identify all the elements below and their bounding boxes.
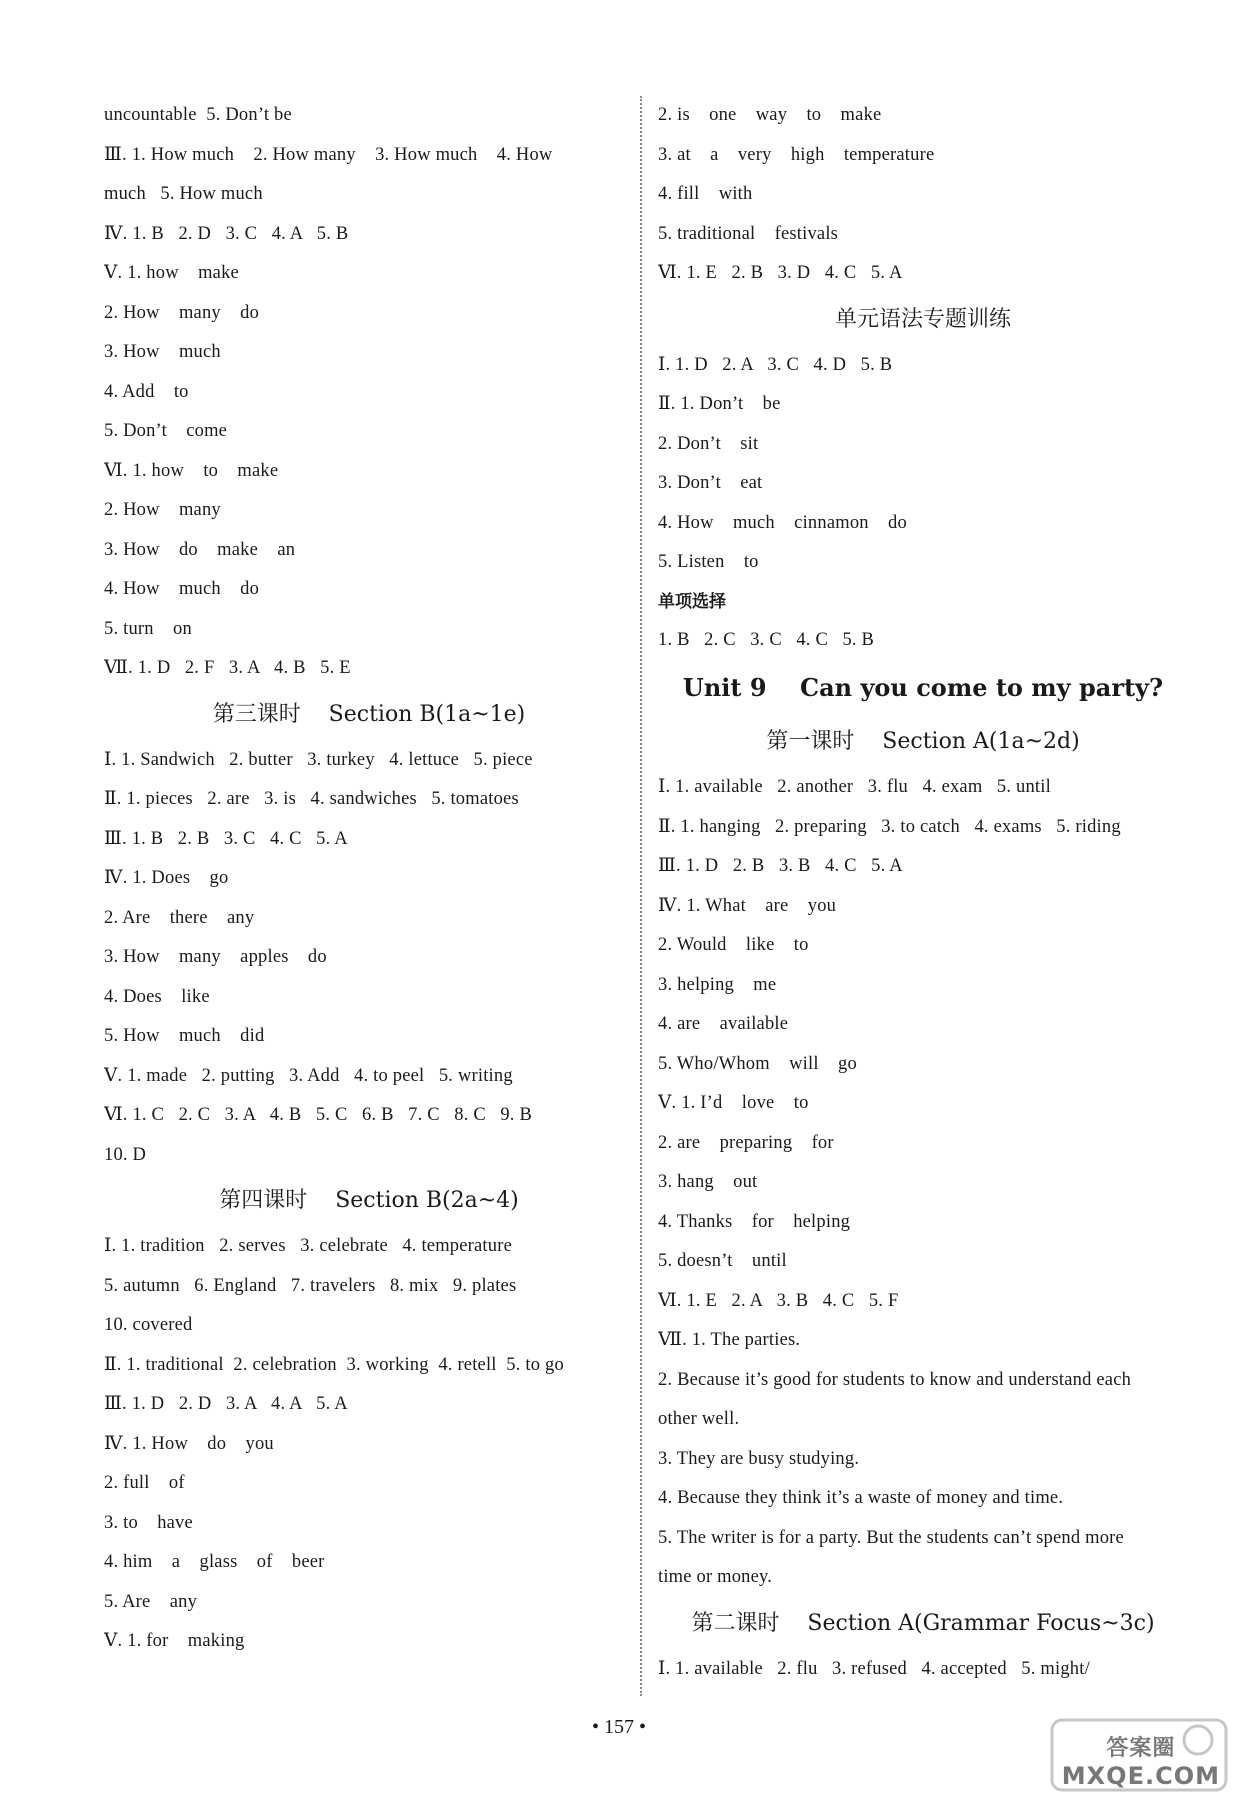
- answer-line: 3. helping me: [658, 974, 777, 995]
- section-heading: 第一课时 Section A(1a~2d): [766, 729, 1080, 754]
- answer-line: 5. doesn’t until: [658, 1251, 787, 1271]
- answer-line: 2. is one way to make: [658, 105, 882, 125]
- answer-line: uncountable 5. Don’t be: [104, 105, 292, 125]
- section-heading: 单元语法专题训练: [834, 306, 1011, 332]
- answer-line: 1. B 2. C 3. C 4. C 5. B: [658, 629, 875, 650]
- subsection-label: 单项选择: [658, 591, 726, 612]
- answer-line: Ⅱ. 1. hanging 2. preparing 3. to catch 4. exams 5. riding: [658, 816, 1121, 837]
- answer-line: 10. D: [104, 1144, 147, 1165]
- unit-title: Unit 9 Can you come to my party?: [682, 673, 1164, 702]
- column-divider: [640, 96, 642, 1696]
- section-heading: 第二课时 Section A(Grammar Focus~3c): [691, 1610, 1155, 1636]
- answer-line: Ⅳ. 1. B 2. D 3. C 4. A 5. B: [104, 223, 349, 244]
- answer-line: 3. at a very high temperature: [658, 144, 935, 165]
- answer-line: 2. Because it’s good for students to know and understand each: [658, 1369, 1132, 1390]
- answer-line: Ⅵ. 1. E 2. B 3. D 4. C 5. A: [658, 263, 903, 283]
- watermark-text: [1062, 1731, 1220, 1790]
- answer-line: 5. Don’t come: [104, 421, 228, 441]
- answer-line: Ⅴ. 1. made 2. putting 3. Add 4. to peel 5. writing: [104, 1065, 513, 1086]
- answer-line: Ⅰ. 1. available 2. another 3. flu 4. exam 5. until: [658, 777, 1051, 797]
- answer-line: 5. Are any: [104, 1591, 198, 1612]
- answer-line: Ⅳ. 1. Does go: [104, 868, 229, 888]
- answer-line: 5. traditional festivals: [658, 223, 839, 244]
- answer-line: 3. to have: [104, 1512, 193, 1533]
- answer-line: 5. How much did: [104, 1026, 265, 1046]
- answer-line: 2. Don’t sit: [658, 433, 759, 454]
- answer-line: Ⅱ. 1. pieces 2. are 3. is 4. sandwiches 5. tomatoes: [104, 789, 519, 809]
- answer-line: 2. How many do: [104, 302, 260, 323]
- answer-line: Ⅴ. 1. how make: [104, 263, 239, 283]
- page-number: • 157 •: [591, 1716, 646, 1738]
- answer-line: Ⅴ. 1. for making: [104, 1631, 245, 1651]
- answer-line: other well.: [658, 1409, 740, 1429]
- answer-line: 3. How do make an: [104, 539, 296, 560]
- answer-line: Ⅳ. 1. How do you: [104, 1433, 274, 1454]
- answer-line: 3. How much: [104, 342, 221, 362]
- answer-line: Ⅵ. 1. C 2. C 3. A 4. B 5. C 6. B 7. C 8. C 9. B: [104, 1105, 532, 1125]
- answer-line: Ⅰ. 1. available 2. flu 3. refused 4. accepted 5. might/: [658, 1658, 1090, 1679]
- answer-line: Ⅵ. 1. E 2. A 3. B 4. C 5. F: [658, 1290, 899, 1311]
- answer-line: 3. hang out: [658, 1172, 758, 1192]
- answer-line: 10. covered: [104, 1315, 193, 1335]
- answer-line: Ⅰ. 1. D 2. A 3. C 4. D 5. B: [658, 354, 893, 375]
- answer-line: 4. Does like: [104, 986, 210, 1007]
- answer-line: 5. Listen to: [658, 552, 759, 572]
- answer-line: 2. Would like to: [658, 935, 809, 955]
- left-column: [104, 96, 634, 1662]
- answer-line: Ⅳ. 1. What are you: [658, 895, 837, 916]
- answer-line: Ⅱ. 1. Don’t be: [658, 394, 781, 414]
- answer-line: Ⅱ. 1. traditional 2. celebration 3. working 4. retell 5. to go: [104, 1354, 564, 1375]
- answer-line: 4. Thanks for helping: [658, 1211, 851, 1232]
- answer-line: Ⅲ. 1. B 2. B 3. C 4. C 5. A: [104, 828, 348, 849]
- answer-line: Ⅶ. 1. The parties.: [658, 1330, 801, 1350]
- answer-line: 5. Who/Whom will go: [658, 1053, 857, 1074]
- watermark-bottom-text: MXQE.COM: [1061, 1762, 1220, 1790]
- answer-line: Ⅵ. 1. how to make: [104, 460, 279, 481]
- answer-line: Ⅲ. 1. D 2. D 3. A 4. A 5. A: [104, 1394, 348, 1414]
- answer-line: 5. The writer is for a party. But the students can’t spend more: [658, 1527, 1124, 1548]
- answer-line: 4. him a glass of beer: [104, 1552, 325, 1572]
- answer-line: 4. How much cinnamon do: [658, 512, 907, 533]
- answer-line: 5. turn on: [104, 618, 192, 639]
- answer-line: Ⅰ. 1. Sandwich 2. butter 3. turkey 4. lettuce 5. piece: [104, 749, 533, 770]
- answer-line: 3. Don’t eat: [658, 473, 763, 493]
- watermark-top-text: 答案圈: [1106, 1736, 1176, 1761]
- answer-line: 4. fill with: [658, 184, 753, 204]
- answer-line: much 5. How much: [104, 184, 263, 204]
- section-heading: 第四课时 Section B(2a~4): [219, 1188, 519, 1213]
- answer-line: 4. are available: [658, 1014, 789, 1034]
- answer-line: 3. How many apples do: [104, 947, 327, 967]
- answer-line: Ⅲ. 1. How much 2. How many 3. How much 4. How: [104, 144, 553, 165]
- answer-line: 3. They are busy studying.: [658, 1448, 860, 1469]
- right-column: [658, 96, 1188, 1689]
- answer-line: 2. are preparing for: [658, 1132, 834, 1153]
- answer-line: 4. Because they think it’s a waste of money and time.: [658, 1488, 1064, 1508]
- answer-line: 2. How many: [104, 500, 221, 520]
- answer-line: Ⅰ. 1. tradition 2. serves 3. celebrate 4. temperature: [104, 1236, 512, 1256]
- answer-line: time or money.: [658, 1567, 773, 1587]
- section-heading: 第三课时 Section B(1a~1e): [212, 701, 526, 727]
- answer-line: Ⅲ. 1. D 2. B 3. B 4. C 5. A: [658, 856, 903, 876]
- answer-line: 4. How much do: [104, 579, 260, 599]
- answer-line: Ⅴ. 1. I’d love to: [658, 1093, 809, 1113]
- answer-line: 4. Add to: [104, 381, 189, 402]
- answer-line: 2. Are there any: [104, 907, 255, 928]
- answer-line: 2. full of: [104, 1473, 185, 1493]
- answer-line: Ⅶ. 1. D 2. F 3. A 4. B 5. E: [104, 658, 351, 678]
- answer-line: 5. autumn 6. England 7. travelers 8. mix 9. plates: [104, 1275, 517, 1296]
